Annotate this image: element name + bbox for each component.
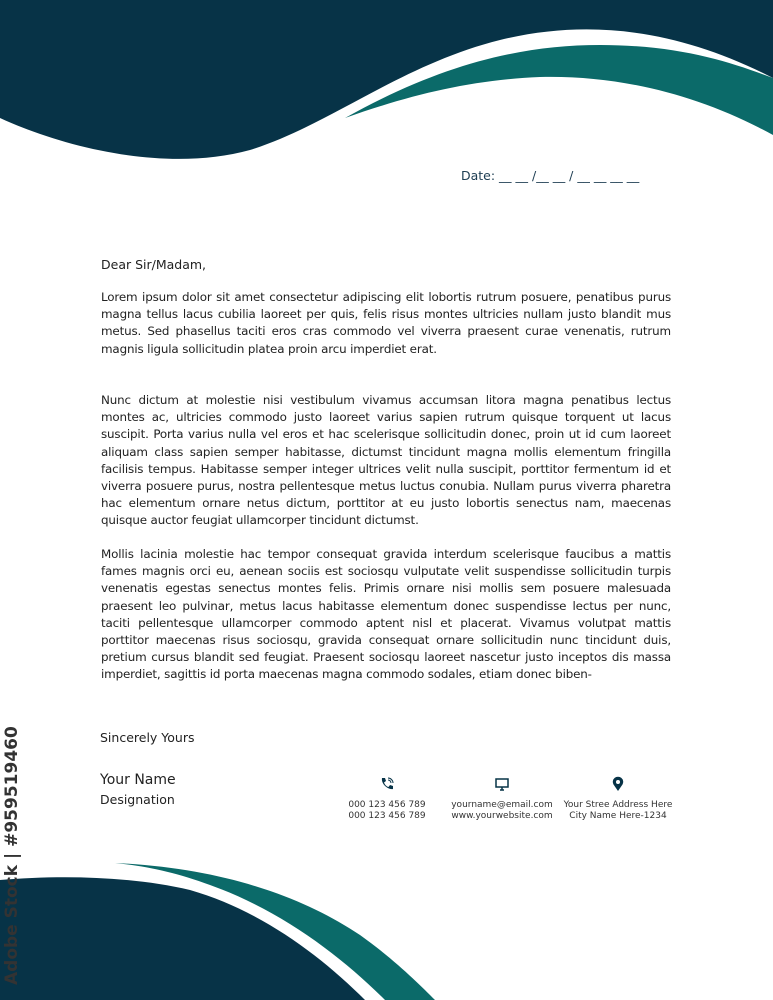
address-line-2: City Name Here-1234 [569,811,667,821]
phone-2: 000 123 456 789 [348,811,426,821]
address-line-1: Your Stree Address Here [563,800,673,810]
salutation: Dear Sir/Madam, [101,257,207,272]
footer-navy-wave [0,877,365,1000]
website: www.yourwebsite.com [451,811,553,821]
body-paragraph-3: Mollis lacinia molestie hac tempor consequat gravida interdum scelerisque faucibus a mattis fames magnis orci eu, aenean sociis est sociosqu vulputate velit suspendisse sollicitudin turpis venenatis egestas senectus montes felis. Primis ornare nisi mollis sem posuere malesuada praesent leo pulvinar, metus lacus habitasse elementum donec suspendisse lectus per nunc, taciti pellentesque ullamcorper commodo aptent nisl et placerat. Vivamus volutpat mattis porttitor maecenas risus sociosqu, gravida consequat ornare sollicitudin nunc tincidunt duis, pretium cursus blandit sed feugiat. Praesent sociosqu laoreet nascetur justo inceptos dis massa imperdiet, sagittis id porta maecenas magna commodo sodales, etiam donec biben- [101,547,671,682]
contact-web [437,776,567,822]
monitor-icon [494,776,510,792]
contact-phone [322,776,452,822]
body-paragraph-1: Lorem ipsum dolor sit amet consectetur adipiscing elit lobortis rutrum posuere, penatibus purus magna tellus lacus cubilia laoreet per quis, felis risus montes ultricies nullam justo blandit mus metus. Sed phasellus taciti eros cras commodo vel viverra praesent curae venenatis, rutrum magnis ligula sollicitudin platea proin arcu imperdiet erat. [101,290,671,356]
signature-designation: Designation [100,792,175,807]
phone-1: 000 123 456 789 [348,800,426,810]
stock-watermark: Adobe Stock | #959519460 [2,726,22,985]
date-field: Date: __ __ /__ __ / __ __ __ __ [461,168,640,183]
signature-name: Your Name [100,772,176,788]
contact-address [553,776,683,822]
body-paragraph-2: Nunc dictum at molestie nisi vestibulum vivamus accumsan litora magna penatibus lectus montes ac, ultricies commodo justo laoreet varius sapien rutrum quisque torquent ut lacus suscipit. Porta varius nulla vel eros et hac scelerisque sollicitudin donec, proin ut id cum laoreet aliquam class sapien semper habitasse, dictumst tincidunt magna mollis elementum fringilla facilisis tempus. Habitasse semper integer ultrices velit nulla suscipit, porttitor fermentum id et viverra posuere purus, nostra pellentesque metus luctus conubia. Nullam purus viverra pharetra hac elementum ornare netus dictum, porttitor at eu justo lobortis senectus nam, maecenas quisque auctor feugiat ullamcorper tincidunt dictumst. [101,393,671,528]
closing: Sincerely Yours [100,730,195,745]
phone-icon [379,776,395,792]
email: yourname@email.com [451,800,553,810]
location-pin-icon [610,776,626,792]
